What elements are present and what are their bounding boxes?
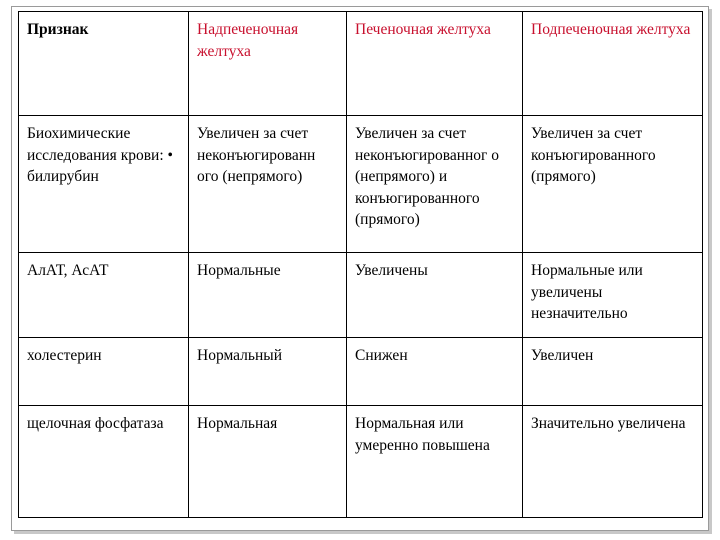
header-cell-sign: Признак [19,12,189,116]
table-row-cholesterol [19,338,703,406]
table-cell: Нормальные [189,253,347,338]
header-cell-posthepatic: Подпеченочная желтуха [523,12,703,116]
table-cell: Нормальная [189,406,347,518]
table-row-alt-ast [19,253,703,338]
table-row-bilirubin [19,116,703,253]
table-cell: Нормальные или увеличены незначительно [523,253,703,338]
table-cell: Значительно увеличена [523,406,703,518]
row-label-cell: холестерин [19,338,189,406]
jaundice-comparison-table [18,11,703,518]
table-cell: Нормальная или умеренно повышена [347,406,523,518]
row-label-cell: АлАТ, АсАТ [19,253,189,338]
header-cell-prehepatic: Надпеченочная желтуха [189,12,347,116]
slide-frame [11,6,709,531]
row-label-cell: щелочная фосфатаза [19,406,189,518]
table-cell: Увеличен за счет неконъюгированног о (непрямого) и конъюгированного (прямого) [347,116,523,253]
table-cell: Снижен [347,338,523,406]
table-cell: Увеличен [523,338,703,406]
header-cell-hepatic: Печеночная желтуха [347,12,523,116]
table-cell: Увеличены [347,253,523,338]
table-cell: Увеличен за счет конъюгированного (прямого) [523,116,703,253]
table-cell: Увеличен за счет неконъюгированн ого (непрямого) [189,116,347,253]
table-header-row [19,12,703,116]
row-label-cell: Биохимические исследования крови: • билирубин [19,116,189,253]
table-cell: Нормальный [189,338,347,406]
table-row-alkaline-phosphatase [19,406,703,518]
